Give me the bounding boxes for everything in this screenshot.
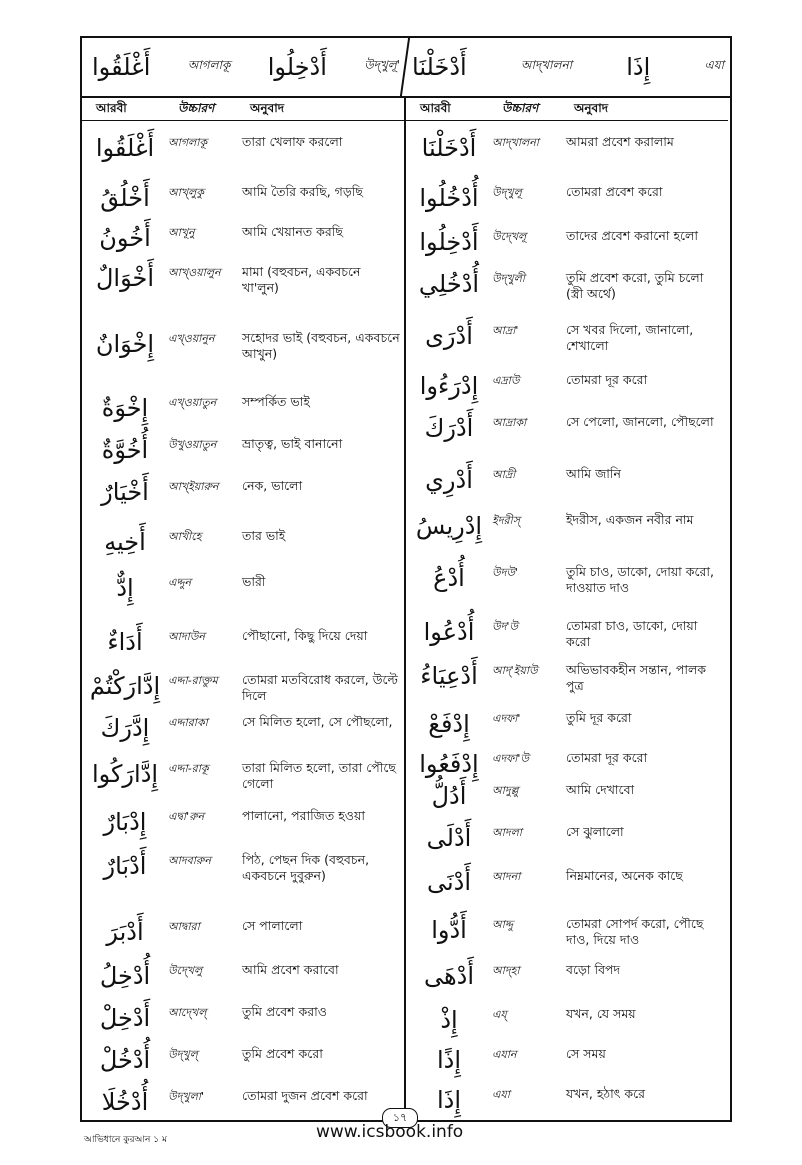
entry-arabic: أَدَاءٌ	[107, 628, 143, 656]
entry-arabic: أَدْخَلْنَا	[421, 134, 477, 162]
entry-arabic: إِدَّارَكْتُمْ	[89, 672, 161, 700]
entry-translit: উদ্খুলা'	[168, 1090, 204, 1103]
entry-translit: আদ্রাকা	[492, 416, 527, 429]
entry-meaning: ইদরীস, একজন নবীর নাম	[566, 512, 694, 527]
entry-translit: আদ্বারা	[168, 920, 200, 933]
header-left-translit-1: আগলাকূ	[187, 58, 231, 72]
entry-arabic: إِدْرِيسُ	[415, 512, 483, 540]
entry-translit: আদুল্লু	[492, 784, 519, 797]
entry-translit: আদাউন	[168, 630, 205, 643]
entry-meaning: তুমি প্রবেশ করো	[242, 1046, 323, 1061]
entry-meaning: মামা (বহুবচন, একবচনে খা'লুন)	[242, 264, 361, 295]
entry-meaning: তাদের প্রবেশ করানো হলো	[566, 228, 698, 243]
entry-meaning: আমি প্রবেশ করাবো	[242, 962, 339, 977]
entry-meaning: সে মিলিত হলো, সে পৌছলো,	[242, 714, 393, 729]
entry-meaning: ভারী	[242, 574, 266, 589]
entry-meaning: আমরা প্রবেশ করালাম	[566, 134, 674, 149]
entry-arabic: أَدُلُّ	[431, 782, 467, 810]
entry-translit: এদফা'উ	[492, 752, 529, 765]
entry-arabic: أَغْلَقُوا	[95, 134, 155, 162]
dictionary-frame	[80, 36, 732, 1122]
entry-arabic: أَدْهَى	[423, 962, 474, 990]
entry-translit: এয্	[492, 1008, 507, 1021]
entry-translit: আদ্দু	[492, 918, 513, 931]
entry-meaning: তোমরা দুজন প্রবেশ করো	[242, 1088, 368, 1103]
col-head-pron: উচ্চারণ	[502, 101, 539, 115]
entry-translit: আদবারুন	[168, 854, 211, 867]
entry-arabic: إِخْوَةٌ	[101, 394, 149, 422]
footer-book-title: আভিধানে কুরআন ১ ম	[84, 1135, 167, 1145]
entry-arabic: إِخْوَانٌ	[95, 330, 155, 358]
entry-arabic: إِدَّرَكَ	[100, 714, 150, 742]
entry-translit: এদ্রাউ	[492, 374, 520, 387]
entry-translit: উদউ'	[492, 566, 518, 579]
entry-meaning: ভ্রাতৃত্ব, ভাই বানানো	[242, 436, 343, 451]
entry-arabic: أَدْعِيَاءُ	[420, 662, 478, 690]
entry-meaning: তোমরা দূর করো	[566, 372, 648, 387]
entry-translit: এযা	[492, 1088, 510, 1101]
col-head-meaning: অনুবাদ	[574, 101, 609, 115]
entry-arabic: أَخِيهِ	[104, 528, 146, 556]
entry-arabic: أَدْرَكَ	[424, 414, 474, 442]
entry-meaning: তোমরা চাও, ডাকো, দোয়া করো	[566, 618, 698, 649]
entry-translit: এদ্বা'রুন	[168, 810, 205, 823]
entry-translit: আদ্রী	[492, 468, 516, 481]
entry-translit: এযান	[492, 1048, 517, 1061]
entry-meaning: সে ঝুলালো	[566, 824, 624, 839]
entry-translit: আদ্হা	[492, 964, 520, 977]
entry-meaning: তার ভাই	[242, 528, 286, 543]
entry-meaning: আমি জানি	[566, 466, 621, 481]
entry-arabic: أُدْعُوا	[423, 618, 475, 646]
entry-arabic: أَدْخِلْ	[99, 1004, 151, 1032]
entry-translit: এদ্দুন	[168, 576, 192, 589]
entry-translit: ইদরীস্	[492, 514, 520, 527]
entry-translit: এদফা'	[492, 712, 521, 725]
entry-translit: আদ্খেল্	[168, 1006, 207, 1019]
entry-meaning: সহোদর ভাই (বহুবচন, একবচনে আখুন)	[242, 330, 400, 361]
header-left-arabic-2: أَدْخِلُوا	[267, 53, 327, 81]
entry-meaning: পালানো, পরাজিত হওয়া	[242, 808, 365, 823]
entry-arabic: أُدْخُلْ	[99, 1046, 151, 1074]
entry-arabic: أَخُونُ	[99, 224, 151, 252]
entry-translit: উদ্খেলূ	[492, 230, 527, 243]
entry-translit: আদ্'ইয়াউ	[492, 664, 538, 677]
entry-translit: আখ্লুকু	[168, 186, 204, 199]
header-right-translit-1: আদ্খালনা	[520, 58, 573, 72]
entry-arabic: إِدْفَعْ	[428, 710, 470, 738]
entry-translit: আখ্ইয়ারুন	[168, 480, 219, 493]
header-left-arabic-1: أَغْلَقُوا	[92, 53, 151, 81]
entry-arabic: أُدْخُلَا	[101, 1088, 149, 1116]
entry-translit: আদনা	[492, 870, 521, 883]
entry-arabic: إِذَا	[436, 1086, 462, 1114]
entry-arabic: أُدْخِلُ	[99, 962, 151, 990]
entry-translit: উদ্খুলী	[492, 272, 525, 285]
entry-arabic: إِدْفَعُوا	[419, 750, 479, 778]
right-column	[406, 96, 728, 1114]
entry-meaning: সে পালালো	[242, 918, 303, 933]
footer-website: www.icsbook.info	[316, 1122, 464, 1142]
entry-arabic: أُدْخُلُوا	[419, 184, 479, 212]
entry-translit: এদ্দা-রাকূ	[168, 762, 209, 775]
entry-translit: এখ্ওয়াতুন	[168, 396, 217, 409]
entry-translit: আদ্খালনা	[492, 136, 539, 149]
header-band	[82, 38, 730, 98]
entry-arabic: أَدْبَرَ	[106, 918, 144, 946]
column-divider	[404, 96, 406, 1120]
header-right-arabic-2: إِذَا	[626, 53, 651, 81]
entry-meaning: আমি তৈরি করছি, গড়ছি	[242, 184, 363, 199]
entry-arabic: أَخْلُقُ	[100, 184, 150, 212]
entry-meaning: নিম্নমানের, অনেক কাছে	[566, 868, 683, 883]
entry-translit: আখ্ওয়ালুন	[168, 266, 221, 279]
entry-arabic: أُخُوَّةٌ	[101, 436, 149, 464]
entry-meaning: আমি খেয়ানত করছি	[242, 224, 343, 239]
entry-translit: উদ'উ	[492, 620, 518, 633]
page-number: ১৭	[382, 1108, 418, 1128]
entry-meaning: পৌছানো, কিছু দিয়ে দেয়া	[242, 628, 368, 643]
entry-meaning: পিঠ, পেছন দিক (বহুবচন, একবচনে দুবুরুন)	[242, 852, 370, 883]
entry-meaning: বড়ো বিপদ	[566, 962, 621, 977]
entry-translit: আদলা	[492, 826, 522, 839]
entry-meaning: সে পেলো, জানলো, পৌছলো	[566, 414, 714, 429]
entry-translit: উখুওয়াতুন	[168, 438, 217, 451]
entry-meaning: তুমি দূর করো	[566, 710, 632, 725]
entry-arabic: إِدٌّ	[116, 574, 134, 602]
entry-arabic: إِذًا	[436, 1046, 462, 1074]
entry-arabic: أَدْلَى	[426, 824, 472, 852]
left-column-header	[82, 96, 404, 121]
entry-meaning: তোমরা প্রবেশ করো	[566, 184, 663, 199]
entry-arabic: أَخْيَارٌ	[101, 478, 149, 506]
entry-translit: আখীহে	[168, 530, 202, 543]
header-divider	[400, 38, 410, 96]
entry-meaning: আমি দেখাবো	[566, 782, 635, 797]
entry-translit: উদ্খুলূ	[492, 186, 522, 199]
entry-translit: আগলাকূ	[168, 136, 208, 149]
entry-arabic: أَخْوَالٌ	[95, 264, 154, 292]
entry-arabic: أَدْنَى	[426, 868, 472, 896]
entry-meaning: তোমরা দূর করো	[566, 750, 648, 765]
entry-meaning: নেক, ভালো	[242, 478, 303, 493]
entry-translit: এখ্ওয়ানুন	[168, 332, 215, 345]
entry-meaning: তুমি প্রবেশ করো, তুমি চলো (স্ত্রী অর্থে)	[566, 270, 704, 301]
entry-translit: এদ্দা-রাক্তুম	[168, 674, 218, 687]
col-head-pron: উচ্চারণ	[178, 101, 215, 115]
entry-meaning: তুমি চাও, ডাকো, দোয়া করো, দাওয়াত দাও	[566, 564, 715, 595]
entry-arabic: أَدْرَى	[425, 322, 473, 350]
entry-arabic: إِذْ	[440, 1006, 458, 1034]
entry-translit: এদ্দারাকা	[168, 716, 208, 729]
header-right-arabic-1: أَدْخَلْنَا	[412, 53, 467, 81]
col-head-arabic: আরবী	[96, 101, 127, 115]
entry-translit: উদ্খেলু	[168, 964, 203, 977]
entry-arabic: إِدَّارَكُوا	[91, 760, 159, 788]
entry-translit: আদ্রা'	[492, 324, 519, 337]
entry-meaning: অভিভাবকহীন সন্তান, পালক পুত্র	[566, 662, 707, 693]
col-head-meaning: অনুবাদ	[250, 101, 285, 115]
entry-arabic: أَدْرِي	[425, 466, 473, 494]
entry-arabic: أَدُّوا	[431, 916, 467, 944]
header-left	[92, 38, 400, 96]
header-right	[412, 38, 724, 96]
entry-meaning: সে সময়	[566, 1046, 606, 1061]
entry-arabic: إِدْبَارٌ	[103, 808, 147, 836]
entry-arabic: أُدْعُ	[433, 564, 465, 592]
col-head-arabic: আরবী	[420, 101, 451, 115]
entry-arabic: أُدْخُلِي	[418, 270, 480, 298]
entry-meaning: সে খবর দিলো, জানালো, শেখালো	[566, 322, 694, 353]
entry-meaning: তারা খেলাফ করলো	[242, 134, 343, 149]
entry-meaning: তুমি প্রবেশ করাও	[242, 1004, 327, 1019]
entry-meaning: সম্পর্কিত ভাই	[242, 394, 310, 409]
entry-arabic: إِدْرَءُوا	[419, 372, 479, 400]
header-left-translit-2: উদ্খুলূ'	[364, 58, 400, 72]
right-column-header	[406, 96, 728, 121]
entry-meaning: যখন, যে সময়	[566, 1006, 636, 1021]
entry-arabic: أَدْخِلُوا	[419, 228, 479, 256]
entry-meaning: তোমরা মতবিরোধ করলে, উল্টে দিলে	[242, 672, 398, 703]
entry-meaning: তারা মিলিত হলো, তারা পৌছে গেলো	[242, 760, 396, 791]
entry-translit: উদ্খুল্	[168, 1048, 198, 1061]
entry-meaning: তোমরা সোপর্দ করো, পৌছে দাও, দিয়ে দাও	[566, 916, 704, 947]
header-right-translit-2: এযা	[704, 58, 724, 72]
entry-meaning: যখন, হঠাৎ করে	[566, 1086, 645, 1101]
entry-arabic: أَدْبَارٌ	[103, 852, 147, 880]
entry-translit: আখূনু	[168, 226, 195, 239]
left-column	[82, 96, 404, 1116]
